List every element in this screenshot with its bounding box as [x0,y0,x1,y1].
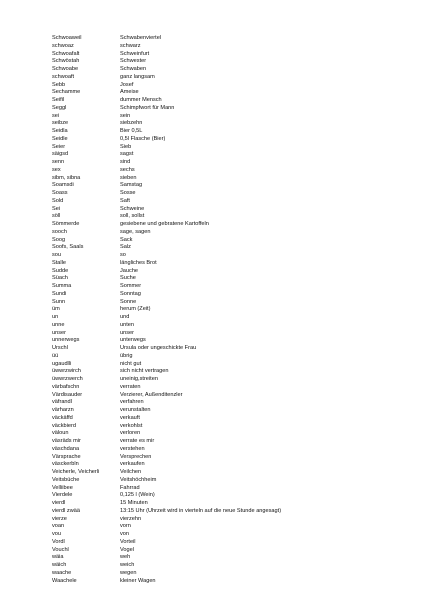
standard-german-word: 15 Minuten [120,500,148,506]
table-row [52,43,412,51]
dialect-word: Sechamme [52,89,81,96]
standard-german-word: soll, sollst [120,213,145,220]
table-row [52,337,412,345]
table-row [52,66,412,74]
table-row [52,423,412,431]
table-row [52,252,412,260]
table-row [52,469,412,477]
dialect-word: Sebb [52,81,66,88]
table-row [52,213,412,221]
standard-german-word: verkaufen [120,461,145,468]
dialect-word: Schwöstah [52,58,80,65]
table-row [52,446,412,454]
dialect-word: Schwoaweil [52,35,82,41]
standard-german-word: sein [120,112,131,119]
standard-german-word: sich nicht vertragen [120,368,169,375]
dialect-word: üü [52,352,59,359]
dialect-word: Velliibee [52,484,73,491]
dialect-word: Sudde [52,267,69,274]
table-row [52,198,412,206]
table-row [52,492,412,500]
dialect-word: Seifil [52,97,65,103]
standard-german-word: verraten [120,383,141,390]
table-row [52,554,412,562]
standard-german-word: Vogel [120,546,134,553]
dialect-word: Seidla [52,128,68,134]
table-row [52,306,412,314]
table-row [52,345,412,353]
standard-german-word: Sommer [120,283,142,289]
table-row [52,151,412,159]
dialect-word: Värdisauder [52,391,83,398]
table-row [52,531,412,539]
standard-german-word: kleiner Wagen [120,577,156,584]
dialect-word: väckäffd [52,414,73,421]
dialect-word: väfrandl [52,399,72,406]
dialect-word: sei [52,112,60,119]
dialect-word: Vordl [52,538,65,545]
dialect-word: Schwoabe [52,66,79,72]
standard-german-word: vierzehn [120,515,142,522]
standard-german-word: Sieb [120,143,132,150]
table-row [52,58,412,66]
dialect-word: ugaudlli [52,360,72,367]
standard-german-word: Veitshöchheim [120,476,157,483]
dialect-word: waache [52,569,72,576]
table-row [52,485,412,493]
standard-german-word: von [120,531,130,537]
standard-german-word: gesiebene und gebratene Kartoffeln [120,221,209,227]
standard-german-word: Fahrrad [120,484,140,491]
standard-german-word: sieben [120,174,137,181]
dialect-word: Seier [52,143,66,150]
standard-german-word: wegen [120,569,137,576]
table-row [52,562,412,570]
dialect-word: Sei [52,205,61,212]
standard-german-word: 0,5l Flasche (Bier) [120,135,166,142]
dialect-word: väckbierd [52,422,76,429]
dialect-word: väsräds mir [52,438,81,444]
standard-german-word: Veilchen [120,469,142,475]
table-row [52,361,412,369]
standard-german-word: Sack [120,236,133,243]
standard-german-word: Jauche [120,267,139,274]
table-row [52,182,412,190]
dialect-word: Sold [52,197,64,204]
table-row [52,415,412,423]
dialect-word: un [52,314,59,320]
table-row [52,500,412,508]
standard-german-word: dummer Mensch [120,97,162,103]
standard-german-word: Schweinfurt [120,50,150,57]
dialect-word: Vierdele [52,492,73,499]
standard-german-word: siebzehn [120,120,143,127]
dialect-word: wäia [52,554,64,561]
standard-german-word: verkauft [120,414,140,421]
dialect-word: Stalle [52,259,66,266]
standard-german-word: Ameise [120,89,139,96]
dialect-word: sou [52,252,62,258]
standard-german-word: Schwabenviertel [120,35,162,41]
table-row [52,430,412,438]
table-row [52,438,412,446]
dialect-word: Soass [52,190,68,196]
table-row [52,175,412,183]
table-row [52,275,412,283]
dialect-word: vierze [52,515,67,522]
standard-german-word: uneinig,streiten [120,376,158,382]
standard-german-word: vorn [120,523,131,530]
table-row [52,523,412,531]
dialect-word: Sömmerde [52,221,80,227]
dialect-word: Värsprache [52,453,81,460]
standard-german-word: Versprechen [120,453,152,460]
dialect-word: söll [52,213,61,220]
table-row [52,516,412,524]
table-row [52,314,412,322]
standard-german-word: Josef [120,81,134,88]
dialect-word: Sundi [52,290,67,297]
standard-german-word: Saft [120,197,130,204]
table-row [52,330,412,338]
standard-german-word: verunstalten [120,407,151,413]
standard-german-word: Schwester [120,58,147,65]
standard-german-word: sind [120,159,131,165]
table-row [52,570,412,578]
dialect-word: Waachele [52,577,77,584]
dialect-word: Süach [52,275,68,282]
standard-german-word: 0,125 l (Wein) [120,492,155,499]
dialect-word: vierdl zwää [52,507,80,514]
dialect-word: Seidle [52,135,68,142]
table-row [52,392,412,400]
table-row [52,128,412,136]
dialect-word: üwwrzwerch [52,376,83,382]
table-row [52,322,412,330]
dialect-word: värbafschn [52,383,80,390]
dialect-word: säigsd [52,151,69,158]
table-row [52,547,412,555]
dialect-word: schwoaz [52,42,74,49]
glossary-table [52,35,412,585]
dialect-word: vou [52,531,62,537]
table-row [52,97,412,105]
table-row [52,159,412,167]
table-row [52,105,412,113]
table-row [52,299,412,307]
dialect-word: üm [52,306,60,313]
dialect-word: sex [52,166,61,173]
table-row [52,167,412,175]
standard-german-word: weich [120,562,135,568]
standard-german-word: verfahren [120,399,144,406]
dialect-word: unne [52,321,65,328]
standard-german-word: übrig [120,352,133,359]
standard-german-word: schwarz [120,42,141,49]
dialect-word: Soofs, Saals [52,244,84,251]
dialect-word: Soog [52,236,66,243]
standard-german-word: verrate es mir [120,438,155,444]
dialect-word: Schwoafalt [52,50,80,57]
table-row [52,244,412,252]
dialect-word: Veitsbüche [52,476,80,483]
standard-german-word: Schweine [120,205,145,212]
standard-german-word: Suche [120,275,136,282]
dialect-word: sooch [52,228,67,235]
dialect-word: Urschl [52,345,68,351]
standard-german-word: Sosse [120,190,136,196]
standard-german-word: Bier 0,5L [120,128,143,134]
table-row [52,260,412,268]
dialect-word: seibze [52,120,69,127]
table-row [52,399,412,407]
dialect-word: senn [52,159,65,165]
standard-german-word: verloren [120,430,141,437]
standard-german-word: Schimpfwort für Mann [120,104,175,111]
table-row [52,113,412,121]
table-row [52,221,412,229]
standard-german-word: sagst [120,151,134,158]
table-row [52,508,412,516]
dialect-word: Soamsdi [52,182,74,189]
table-row [52,229,412,237]
dialect-word: schwoaft [52,73,75,80]
dialect-word: Vouchl [52,546,69,553]
standard-german-word: so [120,252,126,258]
table-row [52,74,412,82]
dialect-word: väloun [52,430,69,437]
standard-german-word: ganz langsam [120,73,155,80]
dialect-word: üwwrzwirch [52,368,81,375]
table-row [52,461,412,469]
standard-german-word: sage, sagen [120,228,151,235]
standard-german-word: Samstag [120,182,143,189]
table-row [52,89,412,97]
standard-german-word: unterwegs [120,337,146,344]
table-row [52,477,412,485]
dialect-word: Summa [52,283,72,289]
standard-german-word: nicht gut [120,360,142,367]
standard-german-word: unser [120,329,134,336]
dialect-word: wäich [52,562,67,568]
table-row [52,51,412,59]
standard-german-word: Sonne [120,298,137,305]
table-row [52,539,412,547]
standard-german-word: verkohlst [120,422,143,429]
standard-german-word: Schwaben [120,66,147,72]
table-row [52,206,412,214]
dialect-word: voan [52,523,65,530]
standard-german-word: Salz [120,244,131,251]
table-row [52,237,412,245]
table-row [52,82,412,90]
table-row [52,144,412,152]
table-row [52,283,412,291]
standard-german-word: und [120,314,130,320]
dialect-word: unser [52,329,66,336]
standard-german-word: herum (Zeit) [120,306,151,313]
dialect-word: unnerwegs [52,337,80,344]
dialect-word: vierdl [52,500,66,506]
dialect-word: väsckerbln [52,461,79,468]
table-row [52,291,412,299]
standard-german-word: unten [120,321,134,328]
table-row [52,35,412,43]
standard-german-word: Verzierer, Außenditenzler [120,391,183,398]
dialect-word: Veicherle, Veicherli [52,469,100,475]
standard-german-word: verstehen [120,445,145,452]
table-row [52,353,412,361]
table-row [52,190,412,198]
table-row [52,454,412,462]
standard-german-word: längliches Brot [120,259,157,266]
standard-german-word: weh [120,554,131,561]
dialect-word: väschdana [52,445,80,452]
table-row [52,136,412,144]
dialect-word: Seggl [52,104,67,111]
table-row [52,376,412,384]
standard-german-word: Ursula oder ungeschickte Frau [120,345,197,351]
table-row [52,384,412,392]
table-row [52,120,412,128]
dialect-word: Sunn [52,298,66,305]
standard-german-word: Vorteil [120,538,136,545]
standard-german-word: 13:15 Uhr (Uhrzeit wird in vierteln auf die neue Stunde angesagt) [120,507,282,514]
table-row [52,407,412,415]
table-row [52,578,412,586]
dialect-word: sibm, sibna [52,174,81,181]
table-row [52,368,412,376]
standard-german-word: sechs [120,166,135,173]
standard-german-word: Sonntag [120,290,141,297]
dialect-word: värharzn [52,407,74,413]
table-row [52,268,412,276]
